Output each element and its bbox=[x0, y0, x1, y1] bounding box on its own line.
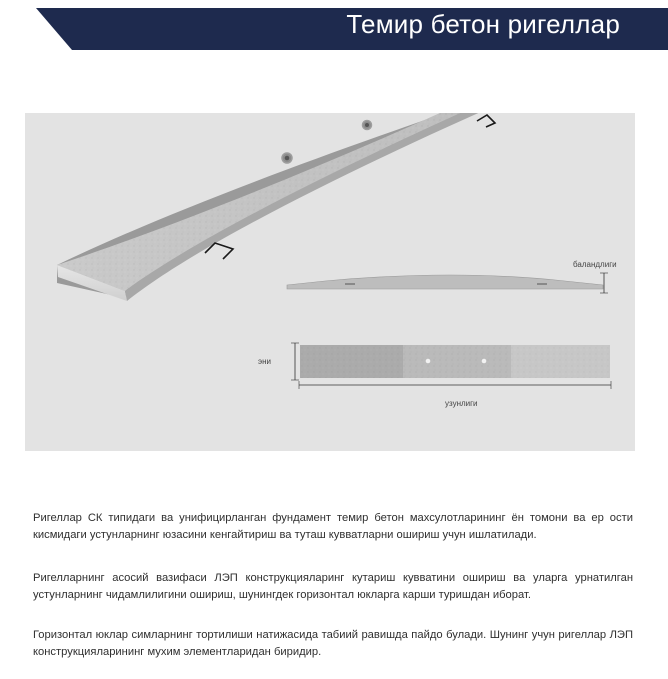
product-figure bbox=[25, 113, 635, 451]
paragraph-1: Ригеллар СК типидаги ва унифицирланган фундамент темир бетон махсулотларининг ён томони ва ер ости кисмидаги устунларнинг юзасини кенгайтириш ва туташ кувватларни ошириш учун ишлатилади. bbox=[33, 512, 633, 541]
width-label: эни bbox=[258, 357, 271, 366]
paragraph-3: Горизонтал юклар симларнинг тортилиши натижасида табиий равишда пайдо булади. Шунинг учун ригеллар ЛЭП конструкцияларининг мухим элементларидан биридир. bbox=[33, 629, 633, 658]
height-label: баландлиги bbox=[573, 260, 617, 269]
top-view bbox=[291, 343, 611, 389]
figure-illustration bbox=[25, 113, 635, 451]
beam-3d bbox=[57, 113, 510, 301]
side-view bbox=[287, 273, 608, 293]
length-label: узунлиги bbox=[445, 399, 478, 408]
page-title: Темир бетон ригеллар bbox=[346, 9, 620, 39]
paragraph-2: Ригелларнинг асосий вазифаси ЛЭП конструкцияларинг кутариш кувватини ошириш ва уларга урнатилган устунларнинг чидамлилигини ошириш, шунингдек горизонтал юкларга карши туришдан иборат. bbox=[33, 572, 633, 601]
